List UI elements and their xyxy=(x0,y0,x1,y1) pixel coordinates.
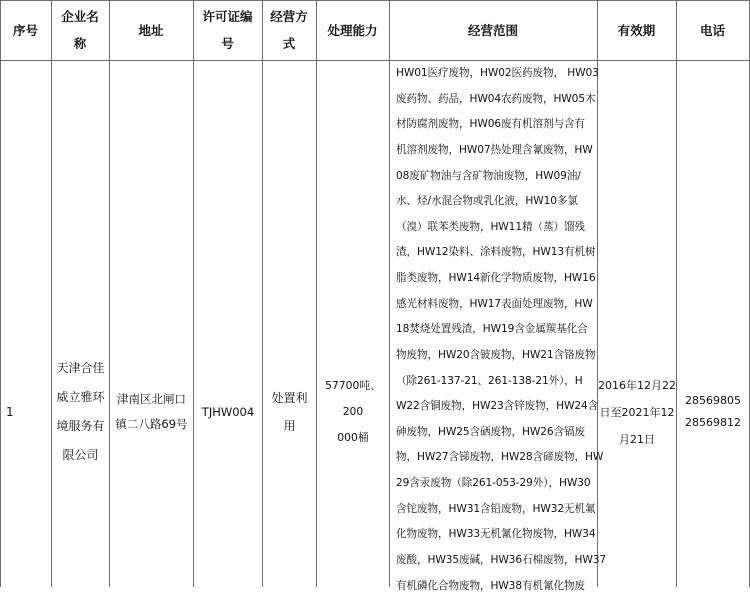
col-line xyxy=(676,0,677,587)
col-line xyxy=(109,0,110,587)
header-address: 地址 xyxy=(138,22,164,38)
col-line xyxy=(262,0,263,587)
header-divider xyxy=(0,60,750,61)
cell-validity: 2016年12月22 日至2021年12 月21日 xyxy=(598,378,676,446)
header-license: 许可证编 号 xyxy=(202,9,253,51)
header-seq: 序号 xyxy=(12,22,38,38)
cell-seq: 1 xyxy=(6,405,14,419)
cell-license: TJHW004 xyxy=(201,405,255,419)
col-line xyxy=(0,0,1,587)
cell-capacity: 57700吨、200 000桶 xyxy=(325,379,381,444)
header-company: 企业名 称 xyxy=(61,9,99,51)
col-line xyxy=(51,0,52,587)
cell-address: 津南区北闸口 镇二八路69号 xyxy=(115,392,188,431)
col-line xyxy=(389,0,390,587)
cell-mode: 处置利 用 xyxy=(271,391,308,433)
header-mode: 经营方 式 xyxy=(270,9,308,51)
cell-company: 天津合佳 威立雅环 境服务有 限公司 xyxy=(56,361,105,462)
cell-phone: 28569805 28569812 xyxy=(685,394,741,429)
col-line xyxy=(597,0,598,587)
header-capacity: 处理能力 xyxy=(327,22,378,38)
header-scope: 经营范围 xyxy=(467,22,518,38)
header-validity: 有效期 xyxy=(617,22,656,38)
cell-scope: HW01医疗废物，HW02医药废物， HW03 废药物、药品，HW04农药废物，HW05木 材防腐剂废物，HW06废有机溶剂与含有 机溶剂废物，HW07热处理含氰废物，HW 08废矿物油与含矿物油废物，HW09油/ 水、烃/水混合物或乳化液，HW10多氯 （溴）联苯类废物，HW11精（蒸）馏残 渣，HW12染料、涂料废物，HW13有机树 脂类废物，HW14新化学物质废物，HW16 感光材料废物，HW17表面处理废物，HW 18焚烧处置残渣，HW19含金属羰基化合 物废物，HW20含铍废物，HW21含铬废物 （除261-137-21、261-138-21外），H W22含铜废物，HW23含锌废物，HW24含 砷废物，HW25含硒废物，HW26含镉废 物，HW27含锑废物，HW28含碲废物，HW 29含汞废物（除261-053-29外），HW30 含铊废物，HW31含铅废物，HW32无机氟 化物废物，HW33无机氰化物废物，HW34 废酸，HW35废碱，HW36石棉废物，HW37 有机磷化合物废物，HW38有机氰化物废 xyxy=(396,67,606,592)
col-line xyxy=(316,0,317,587)
col-line xyxy=(193,0,194,587)
header-phone: 电话 xyxy=(699,22,725,38)
